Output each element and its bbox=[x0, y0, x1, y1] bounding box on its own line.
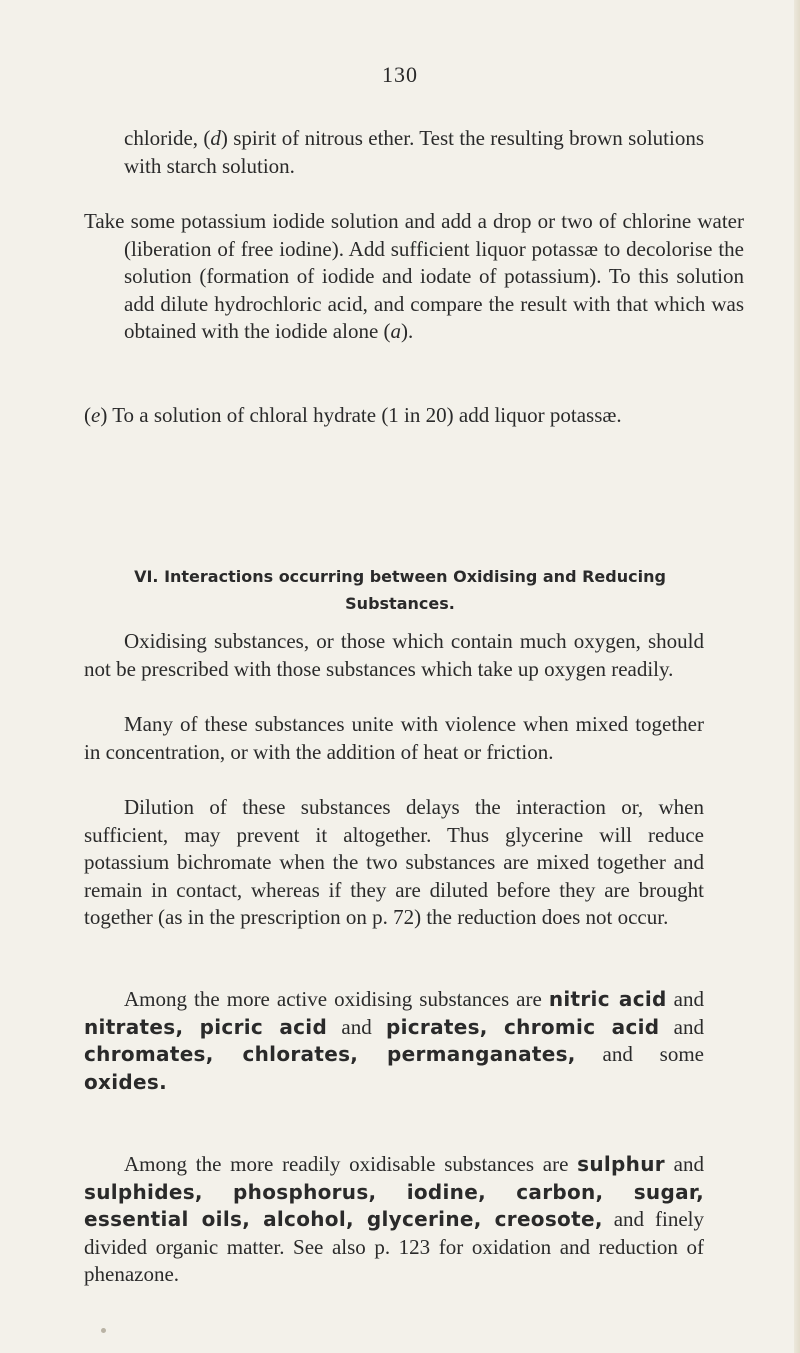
bold-term: oxides. bbox=[84, 1069, 167, 1094]
italic-letter: a bbox=[390, 319, 402, 343]
paragraph-chloral-test bbox=[84, 402, 744, 430]
text: Among the more active oxidising substances are bbox=[124, 987, 549, 1011]
bold-term: sulphides, phosphorus, iodine, carbon, sugar, essential oils, alcohol, glycerine, creosote, bbox=[84, 1179, 704, 1231]
paragraph-iodide-test bbox=[84, 208, 744, 346]
text: ). bbox=[401, 319, 414, 343]
heading-line-2: Substances. bbox=[345, 594, 455, 613]
text: and finely divided organic matter. See also p. 123 for oxidation and reduction of phenazone. bbox=[84, 1207, 704, 1286]
text: ) spirit of nitrous ether. Test the resulting brown solutions with starch solution. bbox=[124, 126, 704, 178]
paragraph-oxidising: Oxidising substances, or those which contain much oxygen, should not be prescribed with those substances which take up oxygen readily. bbox=[84, 629, 704, 681]
italic-letter: e bbox=[91, 403, 101, 427]
text: and some bbox=[575, 1042, 704, 1066]
heading-line-1: VI. Interactions occurring between Oxidising and Reducing bbox=[134, 567, 666, 586]
text: and bbox=[659, 1014, 705, 1039]
bold-term: nitric acid bbox=[548, 987, 667, 1011]
paragraph-active-oxidising bbox=[84, 986, 704, 1096]
paragraph-continuation bbox=[124, 125, 704, 180]
bold-term: picrates, chromic acid bbox=[385, 1014, 660, 1039]
section-heading bbox=[80, 563, 720, 617]
bold-term: sulphur bbox=[577, 1152, 665, 1176]
text: and bbox=[664, 1152, 704, 1176]
text: Take some potassium iodide solution and add a drop or two of chlorine water (liberation of free iodine). Add sufficient liquor potassæ to decolorise the solution (formation of iodide and iodate of potassium). To this solution add dilute hydrochloric acid, and compare the result with that which was obtained with the iodide alone ( bbox=[84, 209, 744, 343]
text: and bbox=[327, 1014, 386, 1039]
text: ( bbox=[84, 403, 91, 427]
italic-letter: d bbox=[210, 126, 221, 150]
paragraph-violence: Many of these substances unite with violence when mixed together in concentration, or with the addition of heat or friction. bbox=[84, 712, 704, 764]
paper-speck bbox=[101, 1328, 106, 1333]
paragraph-dilution: Dilution of these substances delays the interaction or, when sufficient, may prevent it altogether. Thus glycerine will reduce potassium bichromate when the two substances are mixed together and remain in contact, whereas if they are diluted before they are brought together (as in the prescription on p. 72) the reduction does not occur. bbox=[84, 795, 704, 929]
text: ) To a solution of chloral hydrate (1 in 20) add liquor potassæ. bbox=[100, 403, 622, 427]
text: and bbox=[666, 987, 704, 1011]
text: chloride, ( bbox=[124, 126, 211, 150]
bold-term: nitrates, picric acid bbox=[84, 1014, 328, 1039]
paragraph-oxidisable bbox=[84, 1151, 704, 1289]
bold-term: chromates, chlorates, permanganates, bbox=[84, 1042, 576, 1066]
page-edge-shadow bbox=[794, 0, 800, 1353]
page-number: 130 bbox=[382, 62, 418, 87]
text: Among the more readily oxidisable substances are bbox=[124, 1152, 578, 1176]
